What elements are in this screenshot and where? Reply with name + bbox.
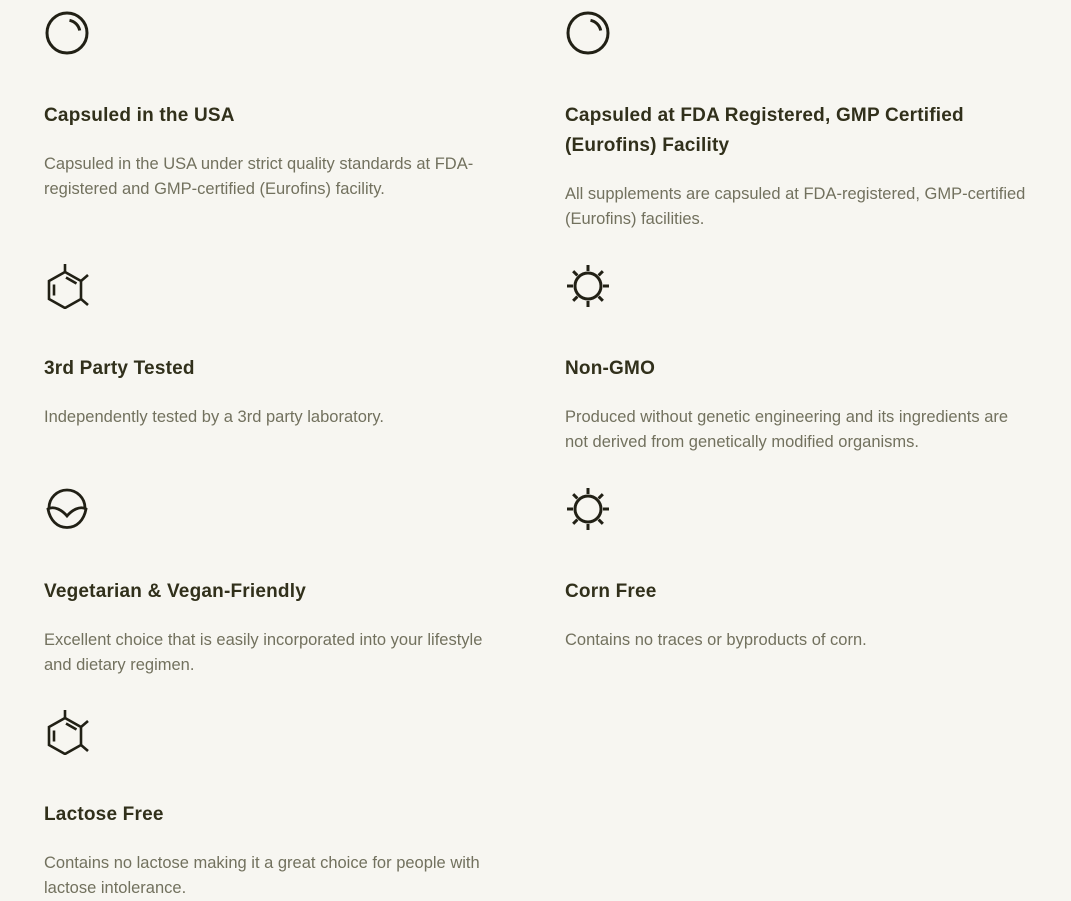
molecule-icon bbox=[44, 709, 90, 755]
feature-description: Independently tested by a 3rd party laboratory. bbox=[44, 408, 384, 426]
feature-description: All supplements are capsuled at FDA-registered, GMP-certified (Eurofins) facilities. bbox=[565, 185, 1026, 228]
feature-card-lactose-free bbox=[44, 709, 521, 901]
feature-card-capsuled-usa bbox=[44, 10, 521, 232]
feature-title: Corn Free bbox=[565, 581, 657, 602]
feature-description: Contains no lactose making it a great choice for people with lactose intolerance. bbox=[44, 854, 480, 897]
feature-title: 3rd Party Tested bbox=[44, 358, 195, 379]
feature-title: Non-GMO bbox=[565, 358, 656, 379]
feature-card-3rd-party-tested bbox=[44, 263, 521, 455]
feature-card-vegetarian-vegan bbox=[44, 486, 521, 678]
empty-cell bbox=[565, 709, 1035, 901]
leaf-sprout-icon bbox=[44, 486, 90, 532]
feature-title: Capsuled in the USA bbox=[44, 105, 235, 126]
sun-icon bbox=[565, 486, 611, 532]
molecule-icon bbox=[44, 263, 90, 309]
feature-card-capsuled-fda bbox=[565, 10, 1035, 232]
feature-title: Vegetarian & Vegan-Friendly bbox=[44, 581, 306, 602]
feature-description: Capsuled in the USA under strict quality standards at FDA-registered and GMP-certified (Eurofins) facility. bbox=[44, 155, 474, 198]
feature-card-corn-free bbox=[565, 486, 1035, 678]
feature-card-non-gmo bbox=[565, 263, 1035, 455]
feature-title: Capsuled at FDA Registered, GMP Certified (Eurofins) Facility bbox=[565, 105, 964, 156]
capsule-circle-icon bbox=[44, 10, 90, 56]
sun-icon bbox=[565, 263, 611, 309]
feature-description: Contains no traces or byproducts of corn. bbox=[565, 631, 867, 649]
feature-description: Excellent choice that is easily incorporated into your lifestyle and dietary regimen. bbox=[44, 631, 483, 674]
capsule-circle-icon bbox=[565, 10, 611, 56]
feature-description: Produced without genetic engineering and its ingredients are not derived from genetically modified organisms. bbox=[565, 408, 1009, 451]
feature-title: Lactose Free bbox=[44, 804, 164, 825]
